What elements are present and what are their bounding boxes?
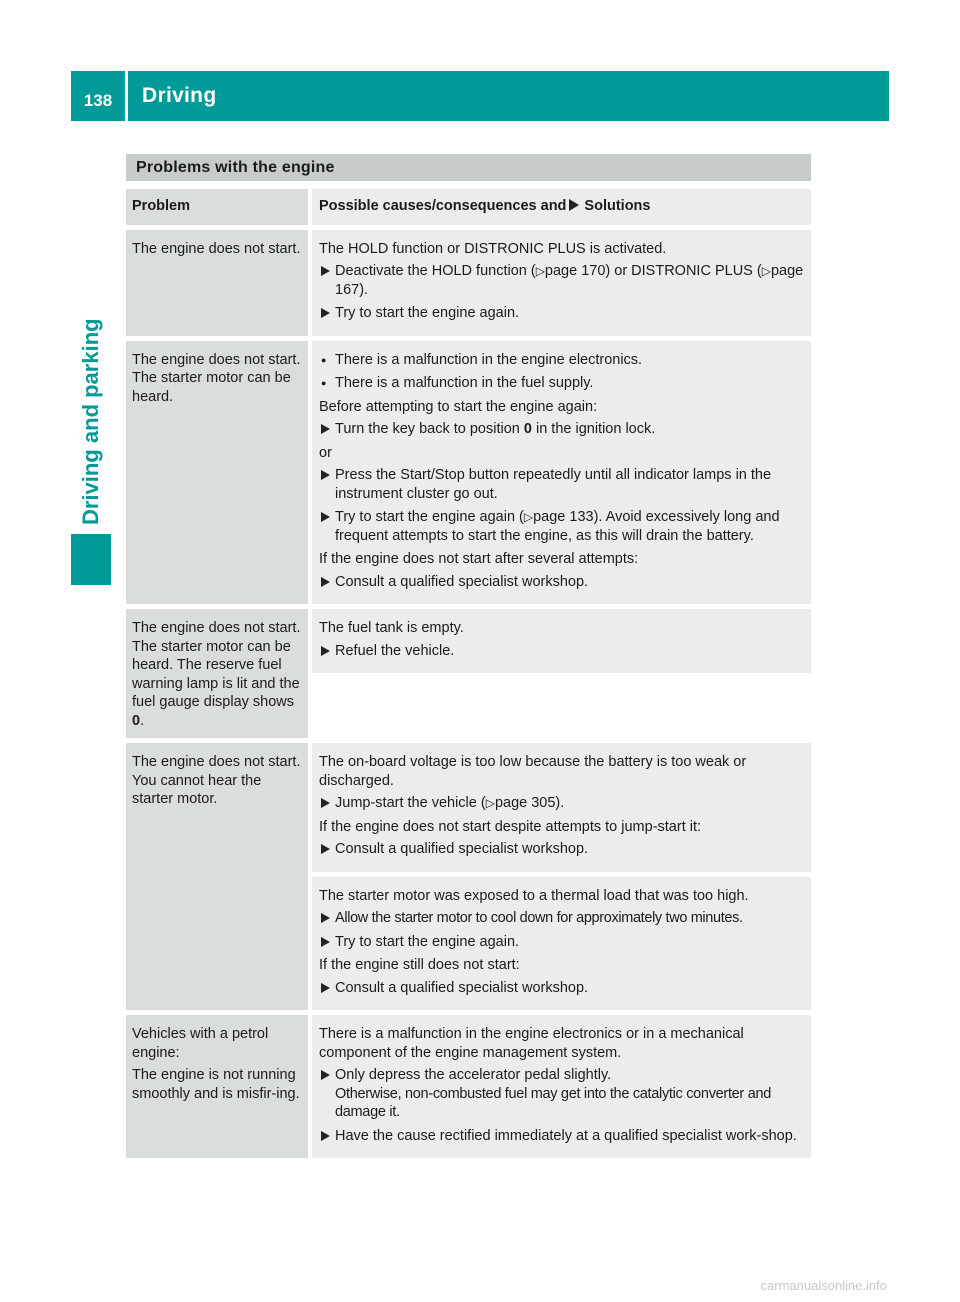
- table-row: [126, 1015, 811, 1158]
- table-row: [126, 743, 811, 1010]
- solution-step: Try to start the engine again.: [319, 304, 805, 323]
- instruction-text: Before attempting to start the engine again:: [319, 398, 598, 415]
- instruction-text: If the engine does not start despite attempts to jump-start it:: [319, 818, 702, 835]
- solution-cell: [312, 341, 811, 605]
- problem-cell: The engine does not start. The starter motor can be heard. The reserve fuel warning lamp is lit and the fuel gauge display shows 0.: [126, 609, 308, 738]
- solution-step: Turn the key back to position 0 in the ignition lock.: [319, 420, 805, 439]
- header-divider: [125, 71, 128, 121]
- solution-step: Refuel the vehicle.: [319, 642, 805, 661]
- solution-step: Consult a qualified specialist workshop.: [319, 840, 805, 859]
- solution-step: Have the cause rectified immediately at a qualified specialist work-shop.: [319, 1127, 805, 1146]
- solution-cell: [312, 743, 811, 872]
- solution-step: Allow the starter motor to cool down for approximately two minutes.: [319, 909, 805, 928]
- table-row: [126, 609, 811, 738]
- page-ref-icon: ▷: [761, 264, 771, 278]
- cause-text: The on-board voltage is too low because the battery is too weak or discharged.: [319, 754, 747, 789]
- problem-cell: Vehicles with a petrol engine: The engine is not running smoothly and is misfir-ing.: [126, 1015, 308, 1158]
- solution-cell: [312, 1015, 811, 1158]
- cause-bullet: ● There is a malfunction in the fuel supply.: [319, 374, 805, 393]
- solution-cell: [312, 230, 811, 336]
- col-header-problem: Problem: [126, 189, 308, 225]
- table-row: [126, 341, 811, 605]
- cause-bullet: ● There is a malfunction in the engine electronics.: [319, 351, 805, 370]
- solution-step: Only depress the accelerator pedal slightly. Otherwise, non-combusted fuel may get into the catalytic converter and damage it.: [319, 1066, 805, 1122]
- solution-step: Try to start the engine again (▷page 133). Avoid excessively long and frequent attempts to start the engine, as this will drain the battery.: [319, 508, 805, 545]
- solution-step: Try to start the engine again.: [319, 933, 805, 952]
- solution-step: Deactivate the HOLD function (▷page 170) or DISTRONIC PLUS (▷page 167).: [319, 262, 805, 299]
- page-number: 138: [83, 91, 113, 110]
- table-header-row: [126, 189, 811, 225]
- page-ref-icon: ▷: [523, 510, 534, 524]
- or-text: or: [319, 444, 332, 461]
- instruction-text: If the engine still does not start:: [319, 957, 520, 973]
- problem-cell: The engine does not start. The starter motor can be heard.: [126, 341, 308, 605]
- cause-text: The starter motor was exposed to a thermal load that was too high.: [319, 887, 749, 904]
- cause-text: The HOLD function or DISTRONIC PLUS is activated.: [319, 240, 667, 257]
- page-title: Driving: [142, 84, 217, 107]
- instruction-text: If the engine does not start after several attempts:: [319, 551, 639, 567]
- problem-cell: The engine does not start. You cannot hear the starter motor.: [126, 743, 308, 1010]
- solution-cell: [312, 877, 811, 1011]
- solution-cell: [312, 609, 811, 673]
- side-tab-marker: [71, 534, 111, 585]
- watermark: carmanualsonline.info: [760, 1278, 887, 1293]
- page-ref-icon: ▷: [485, 796, 495, 810]
- solution-arrow-icon: [569, 199, 579, 211]
- solution-step: Consult a qualified specialist workshop.: [319, 979, 805, 998]
- problems-table: [126, 154, 811, 1163]
- cause-text: There is a malfunction in the engine electronics or in a mechanical component of the engine management system.: [319, 1026, 744, 1061]
- table-title: Problems with the engine: [126, 154, 811, 181]
- col-header-solutions: Possible causes/consequences and Solutions: [312, 189, 811, 225]
- solution-step: Consult a qualified specialist workshop.: [319, 573, 805, 592]
- table-row: [126, 230, 811, 336]
- side-tab-label: Driving and parking: [78, 318, 103, 525]
- problem-cell: The engine does not start.: [126, 230, 308, 336]
- cause-text: The fuel tank is empty.: [319, 620, 464, 636]
- page-ref-icon: ▷: [535, 264, 545, 278]
- solution-step: Press the Start/Stop button repeatedly until all indicator lamps in the instrument cluster go out.: [319, 466, 805, 503]
- solution-step: Jump-start the vehicle (▷page 305).: [319, 794, 805, 813]
